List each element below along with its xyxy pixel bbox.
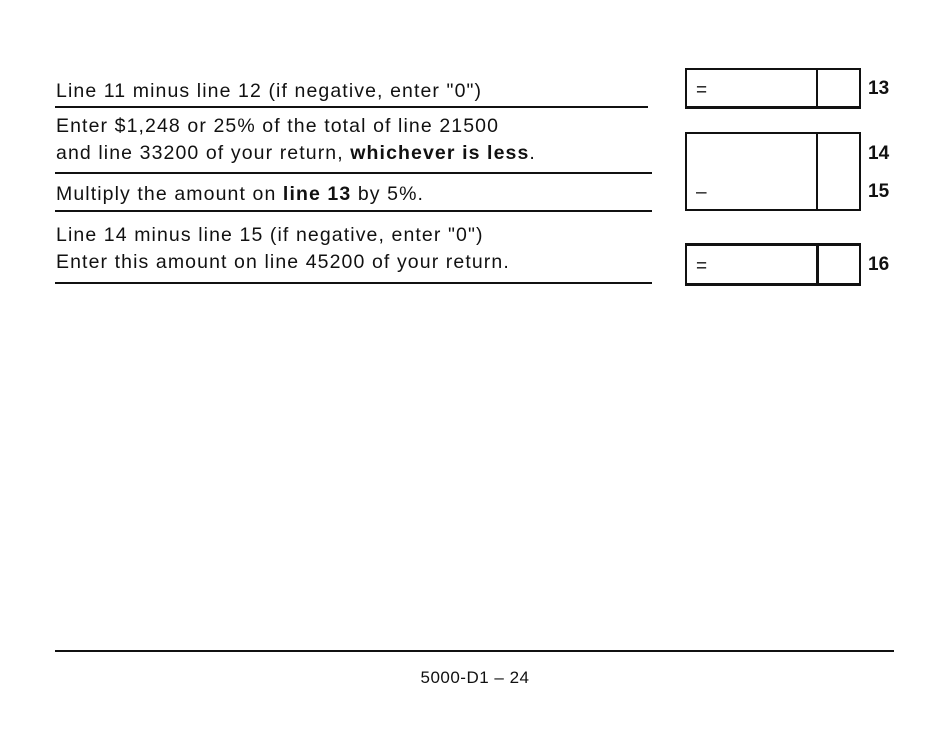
cents-divider — [816, 246, 819, 283]
minus-sign: – — [696, 182, 707, 203]
line-14-description — [56, 113, 536, 167]
page-number: 5000-D1 – 24 — [420, 668, 530, 687]
cents-divider — [816, 70, 818, 106]
line-16-amount-field[interactable] — [685, 243, 861, 286]
line-14-text-pre: and line 33200 of your return, — [56, 142, 351, 164]
footer-rule — [55, 650, 894, 652]
line-15-emphasis: line 13 — [282, 183, 352, 205]
cents-divider — [816, 171, 818, 209]
line-13-description: Line 11 minus line 12 (if negative, enter "0") — [56, 80, 483, 102]
line-16-description — [56, 222, 510, 276]
divider — [55, 282, 652, 284]
line-16-text-2: Enter this amount on line 45200 of your return. — [56, 251, 510, 273]
line-number-15: 15 — [868, 181, 890, 202]
line-16-text-1: Line 14 minus line 15 (if negative, enter "0") — [56, 224, 484, 246]
line-number-13: 13 — [868, 78, 890, 99]
line-14-amount-field[interactable] — [685, 132, 861, 173]
line-number-14: 14 — [868, 143, 890, 164]
line-15-amount-field[interactable] — [685, 171, 861, 211]
line-15-text-pre: Multiply the amount on — [56, 183, 283, 205]
equals-sign: = — [696, 80, 708, 101]
line-15-text-post: by 5%. — [351, 183, 425, 205]
line-15-description — [56, 181, 424, 208]
line-13-amount-field[interactable] — [685, 68, 861, 109]
divider — [55, 106, 648, 108]
divider — [55, 172, 652, 174]
line-14-text-1: Enter $1,248 or 25% of the total of line 21500 — [56, 115, 500, 137]
line-14-emphasis: whichever is less — [350, 142, 530, 164]
equals-sign: = — [696, 256, 708, 277]
line-14-text-post: . — [529, 142, 536, 164]
line-14-text-2 — [56, 140, 536, 167]
cents-divider — [816, 134, 818, 171]
line-number-16: 16 — [868, 254, 890, 275]
divider — [55, 210, 652, 212]
